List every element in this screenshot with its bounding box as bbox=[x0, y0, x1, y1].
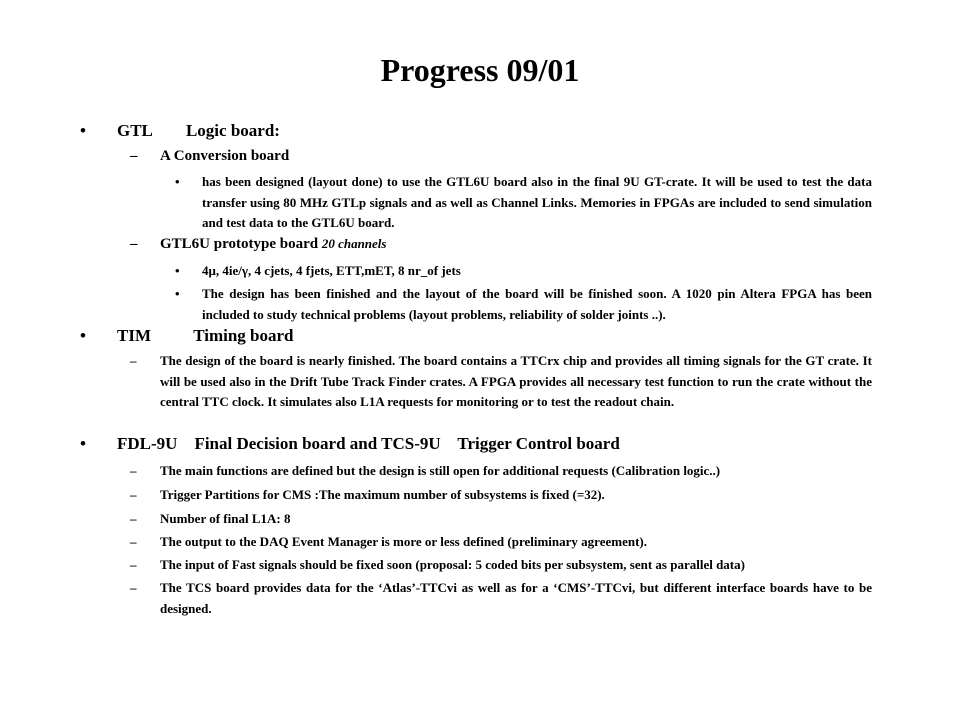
dash-icon: – bbox=[130, 511, 137, 526]
subsection-heading-gtl6u: GTL6U prototype board bbox=[160, 236, 322, 252]
list-item-text: The main functions are defined but the design is still open for additional requests (Calibration logic..) bbox=[160, 463, 721, 478]
list-item-text: Number of final L1A: 8 bbox=[160, 511, 291, 526]
list-item-text: The output to the DAQ Event Manager is more or less defined (preliminary agreement). bbox=[160, 534, 647, 549]
dash-icon: – bbox=[130, 534, 137, 549]
bullet-icon: • bbox=[175, 174, 180, 189]
dash-icon: – bbox=[130, 557, 137, 572]
list-item-text: 4μ, 4ie/γ, 4 cjets, 4 fjets, ETT,mET, 8 nr_of jets bbox=[202, 263, 461, 278]
dash-icon: – bbox=[130, 236, 138, 252]
page-title: Progress 09/01 bbox=[380, 52, 580, 88]
subsection-heading-note: 20 channels bbox=[321, 236, 387, 251]
dash-icon: – bbox=[130, 487, 137, 502]
list-item-text: The TCS board provides data for the ‘Atlas’-TTCvi as well as for a ‘CMS’-TTCvi, but different interface boards have to be designed. bbox=[160, 580, 872, 616]
dash-icon: – bbox=[130, 148, 138, 164]
section-heading-gtl: GTL Logic board: bbox=[117, 121, 280, 140]
bullet-icon: • bbox=[80, 326, 86, 345]
list-item-text: The design of the board is nearly finished. The board contains a TTCrx chip and provides all timing signals for the GT crate. It will be used also in the Drift Tube Track Finder crates. A FPGA provides all necessary test function to run the crate without the central TTC clock. It simulates also L1A requests for monitoring or to test the readout chain. bbox=[160, 353, 872, 409]
dash-icon: – bbox=[130, 580, 137, 595]
section-heading-fdl-tcs: FDL-9U Final Decision board and TCS-9U Trigger Control board bbox=[117, 434, 620, 453]
section-heading-tim: TIM Timing board bbox=[117, 326, 294, 345]
list-item-text: The design has been finished and the layout of the board will be finished soon. A 1020 pin Altera FPGA has been included to study technical problems (layout problems, reliability of solder joints ..). bbox=[202, 286, 872, 322]
bullet-icon: • bbox=[175, 263, 180, 278]
bullet-icon: • bbox=[80, 434, 86, 453]
bullet-icon: • bbox=[175, 286, 180, 301]
bullet-icon: • bbox=[80, 121, 86, 140]
dash-icon: – bbox=[130, 353, 137, 368]
list-item-text: The input of Fast signals should be fixed soon (proposal: 5 coded bits per subsystem, sent as parallel data) bbox=[160, 557, 745, 572]
dash-icon: – bbox=[130, 463, 137, 478]
subsection-heading-conversion: A Conversion board bbox=[160, 148, 290, 164]
list-item-text: has been designed (layout done) to use the GTL6U board also in the final 9U GT-crate. It will be used to test the data transfer using 80 MHz GTLp signals and as well as Channel Links. Memories in FPGAs are included to send simulation and test data to the GTL6U board. bbox=[202, 174, 872, 230]
list-item-text: Trigger Partitions for CMS :The maximum number of subsystems is fixed (=32). bbox=[160, 487, 605, 502]
